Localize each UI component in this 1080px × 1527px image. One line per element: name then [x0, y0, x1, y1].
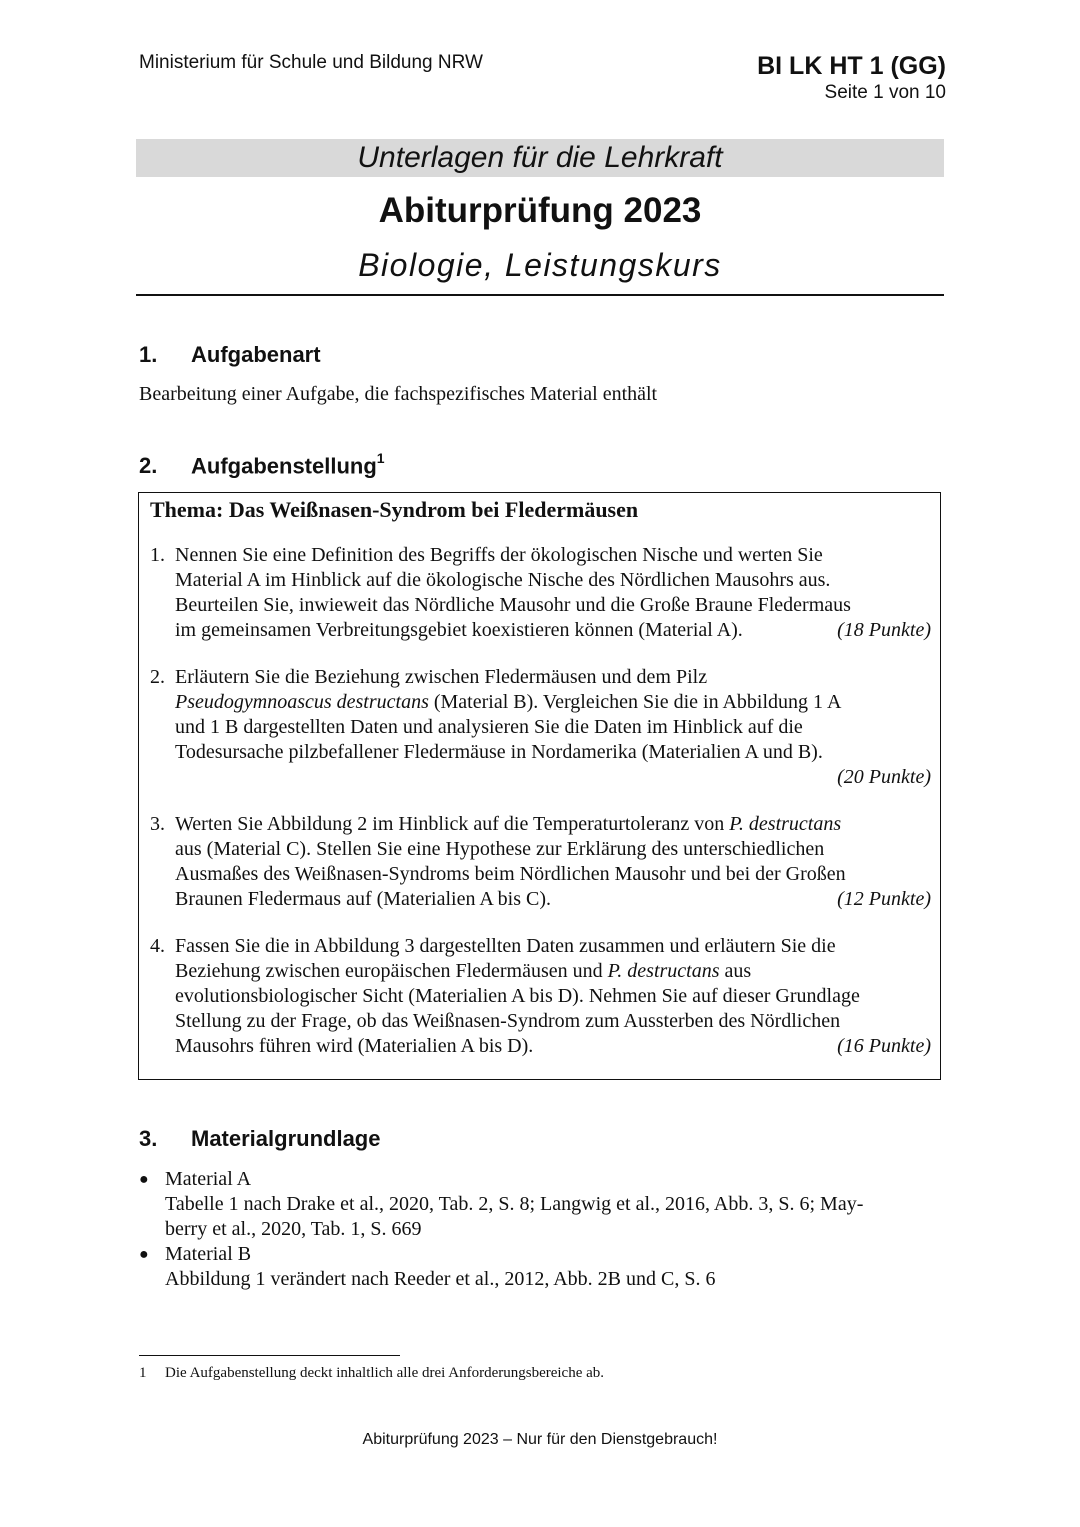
task-line: Erläutern Sie die Beziehung zwischen Fledermäusen und dem Pilz — [175, 666, 708, 688]
materials-list — [139, 1167, 863, 1292]
task-line: Todesursache pilzbefallener Fledermäuse in Nordamerika (Materialien A und B). — [175, 741, 823, 763]
task-line: Nennen Sie eine Definition des Begriffs der ökologischen Nische und werten Sie — [175, 544, 823, 566]
task-points: (18 Punkte) — [837, 619, 931, 641]
task-item-3 — [150, 812, 931, 912]
task-line-text: Werten Sie Abbildung 2 im Hinblick auf die Temperaturtoleranz von — [175, 813, 730, 835]
footnote-text: Die Aufgabenstellung deckt inhaltlich alle drei Anforderungsbereiche ab. — [165, 1365, 605, 1381]
page-number: Seite 1 von 10 — [824, 82, 946, 103]
task-points: (16 Punkte) — [837, 1035, 931, 1057]
material-title: Material A — [165, 1168, 252, 1190]
section-number: 2. — [139, 453, 158, 479]
footnote-mark: 1 — [376, 450, 385, 466]
task-line: Fassen Sie die in Abbildung 3 dargestellten Daten zusammen und erläutern Sie die — [175, 935, 836, 957]
list-item — [139, 1167, 863, 1242]
bullet-icon: ● — [139, 1171, 149, 1188]
task-line: aus (Material C). Stellen Sie eine Hypothese zur Erklärung des unterschiedlichen — [175, 838, 825, 860]
task-number: 1. — [150, 544, 165, 566]
task-item-4 — [150, 934, 931, 1059]
task-line — [150, 1034, 931, 1059]
task-line-text: (Material B). Vergleichen Sie die in Abbildung 1 A — [428, 691, 842, 713]
material-source: berry et al., 2020, Tab. 1, S. 669 — [165, 1218, 422, 1240]
task-line-text: Beziehung zwischen europäischen Fledermäusen und — [175, 960, 608, 982]
footnote-divider — [139, 1355, 400, 1356]
title-divider — [136, 294, 944, 296]
task-item-1 — [150, 543, 931, 643]
task-line — [150, 959, 931, 984]
section-title: Aufgabenart — [191, 342, 321, 367]
section-number: 3. — [139, 1126, 158, 1151]
task-number: 4. — [150, 935, 165, 957]
exam-title: Abiturprüfung 2023 — [378, 191, 702, 230]
task-line-text: Mausohrs führen wird (Materialien A bis D). — [175, 1035, 534, 1057]
task-line — [150, 812, 931, 837]
section-title: Aufgabenstellung — [191, 453, 377, 479]
section-number: 1. — [139, 342, 158, 367]
section-3-heading — [139, 1126, 380, 1152]
task-item-2 — [150, 665, 931, 790]
task-line-text: aus — [719, 960, 752, 982]
task-type-text: Bearbeitung einer Aufgabe, die fachspezifisches Material enthält — [139, 383, 658, 405]
task-line: Material A im Hinblick auf die ökologische Nische des Nördlichen Mausohrs aus. — [175, 569, 831, 591]
subject-title: Biologie, Leistungskurs — [358, 247, 722, 283]
task-line: Stellung zu der Frage, ob das Weißnasen-Syndrom zum Aussterben des Nördlichen — [175, 1010, 841, 1032]
footnote — [139, 1365, 604, 1382]
task-line: Ausmaßes des Weißnasen-Syndroms beim Nördlichen Mausohr und bei der Großen — [175, 863, 846, 885]
task-points-line — [150, 765, 931, 790]
material-source: Tabelle 1 nach Drake et al., 2020, Tab. 2, S. 8; Langwig et al., 2016, Abb. 3, S. 6; May- — [165, 1193, 864, 1215]
task-box-title: Thema: Das Weißnasen-Syndrom bei Fledermäusen — [150, 497, 639, 522]
task-line: und 1 B dargestellten Daten und analysieren Sie die Daten im Hinblick auf die — [175, 716, 803, 738]
species-name: P. destructans — [607, 960, 720, 982]
section-title: Materialgrundlage — [191, 1126, 381, 1151]
ministry-name: Ministerium für Schule und Bildung NRW — [139, 52, 483, 73]
task-line: Beurteilen Sie, inwieweit das Nördliche Mausohr und die Große Braune Fledermaus — [175, 594, 851, 616]
section-1-heading — [139, 342, 321, 368]
material-title: Material B — [165, 1243, 252, 1265]
exam-code: BI LK HT 1 (GG) — [757, 52, 946, 80]
footnote-number: 1 — [139, 1365, 147, 1381]
list-item — [139, 1242, 863, 1292]
task-number: 2. — [150, 666, 165, 688]
bullet-icon: ● — [139, 1246, 149, 1263]
task-line: evolutionsbiologischer Sicht (Materialien A bis D). Nehmen Sie auf dieser Grundlage — [175, 985, 860, 1007]
section-2-heading — [139, 452, 385, 479]
task-line — [150, 618, 931, 643]
teacher-banner: Unterlagen für die Lehrkraft — [136, 139, 944, 177]
material-source: Abbildung 1 verändert nach Reeder et al., 2012, Abb. 2B und C, S. 6 — [165, 1268, 716, 1290]
task-points: (12 Punkte) — [837, 888, 931, 910]
task-line — [150, 887, 931, 912]
task-line-text: im gemeinsamen Verbreitungsgebiet koexistieren können (Material A). — [175, 619, 743, 641]
task-line-text: Braunen Fledermaus auf (Materialien A bis C). — [175, 888, 552, 910]
task-points: (20 Punkte) — [837, 766, 931, 788]
page-footer: Abiturprüfung 2023 – Nur für den Dienstgebrauch! — [362, 1431, 718, 1448]
task-box — [138, 492, 941, 1080]
task-line — [150, 690, 931, 715]
species-name: P. destructans — [729, 813, 842, 835]
species-name: Pseudogymnoascus destructans — [175, 691, 429, 713]
task-number: 3. — [150, 813, 165, 835]
